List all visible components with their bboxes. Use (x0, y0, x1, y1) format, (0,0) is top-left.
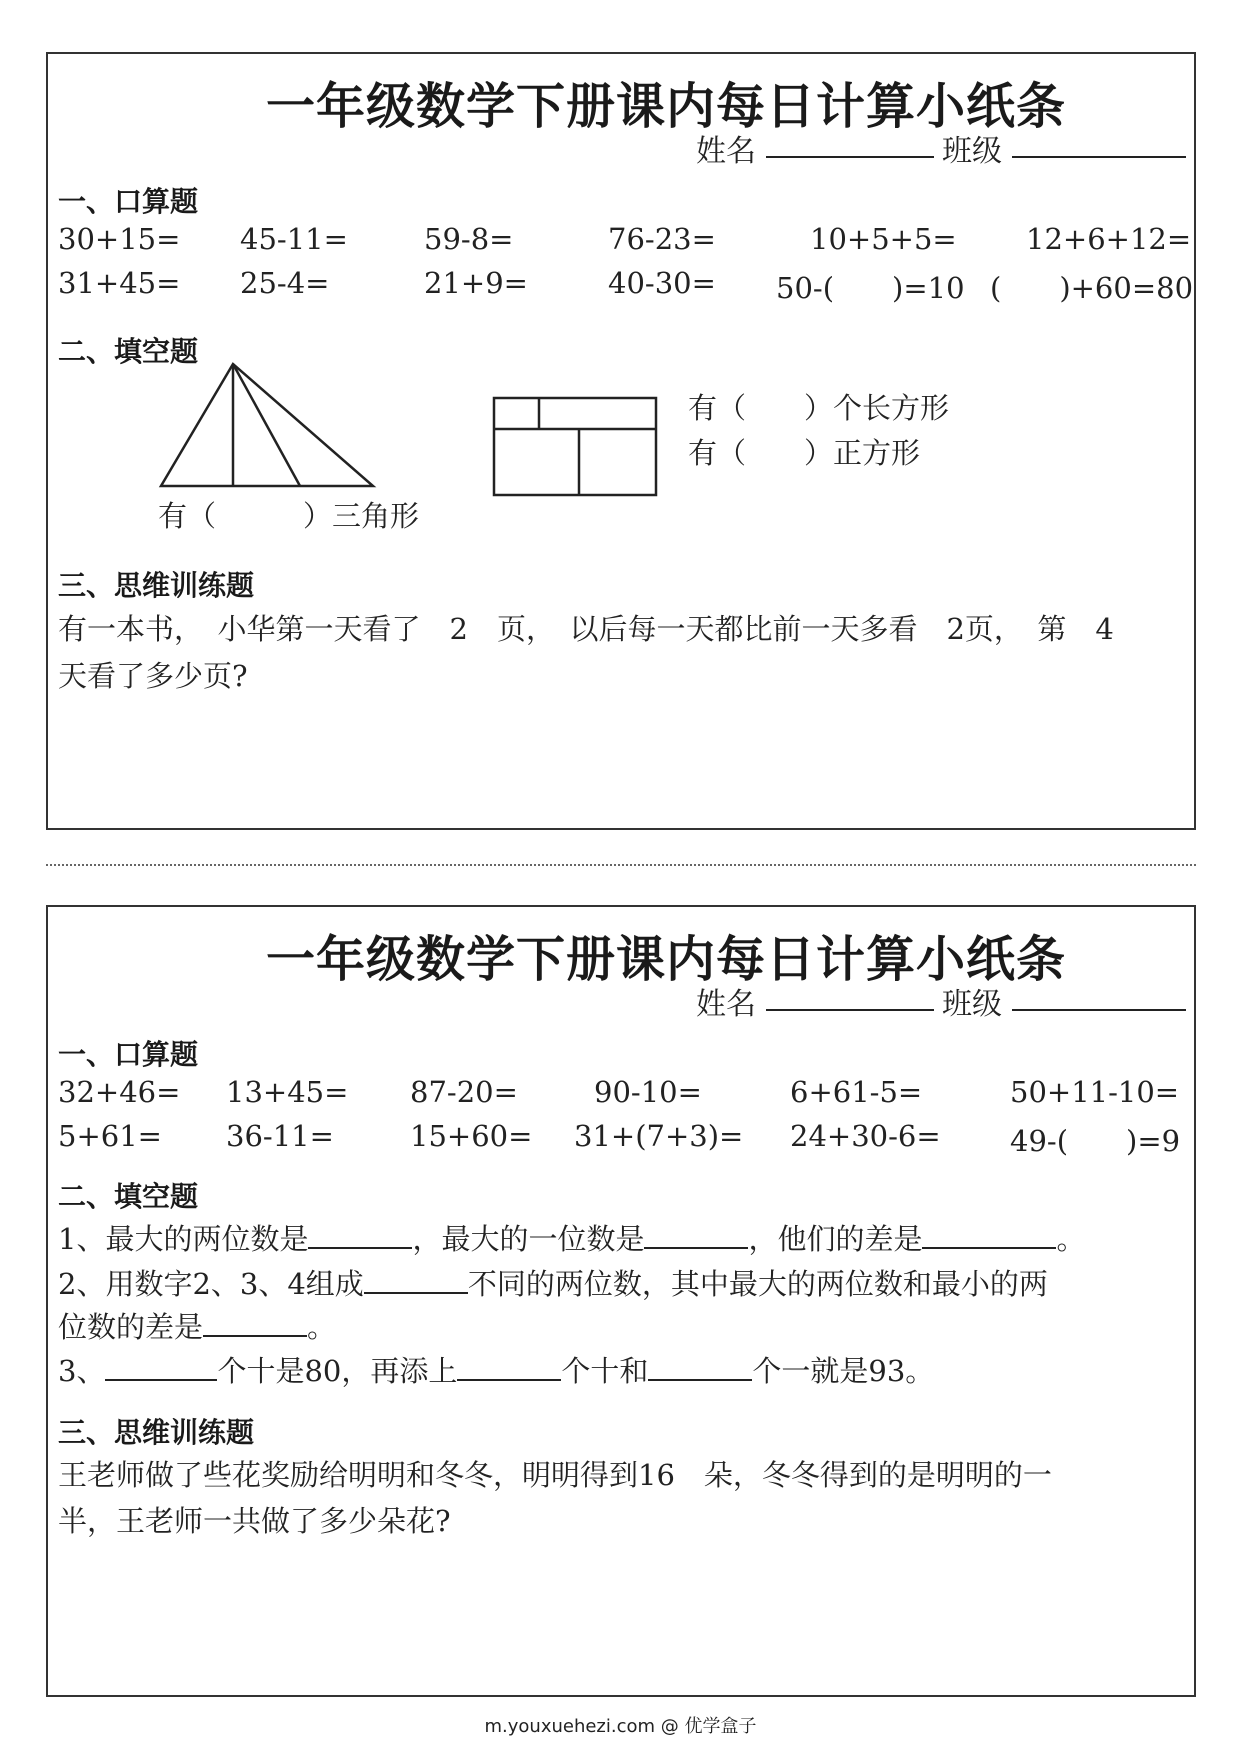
rectangles-figure (48, 54, 1198, 832)
cut-line (46, 864, 1196, 866)
equation: 31+45= (58, 266, 181, 300)
equation: 30+15= (58, 222, 181, 256)
class-label: 班级 (942, 134, 1002, 169)
question-text: 。 (307, 1310, 337, 1344)
footer-watermark: m.youxuehezi.com @ 优学盒子 (484, 1716, 757, 1737)
equation: 12+6+12= (1026, 222, 1192, 256)
equation: 24+30-6= (790, 1119, 941, 1153)
word-problem-line: 王老师做了些花奖励给明明和冬冬，明明得到16 朵，冬冬得到的是明明的一 (58, 1458, 1052, 1492)
equation: 76-23= (608, 222, 716, 256)
question-text: 1、最大的两位数是 (58, 1222, 309, 1256)
equation: 49-( )=9 (1010, 1124, 1181, 1158)
equation: 90-10= (594, 1075, 702, 1109)
word-problem-line: 天看了多少页? (58, 659, 248, 693)
equation: 36-11= (226, 1119, 334, 1153)
equation: 25-4= (240, 266, 330, 300)
name-label: 姓名 (696, 134, 756, 169)
class-field[interactable] (1012, 1009, 1186, 1011)
worksheet-1 (46, 52, 1196, 830)
question-text: 个一就是93。 (752, 1354, 935, 1388)
answer-blank[interactable] (644, 1219, 748, 1249)
outer-rectangle (494, 398, 656, 495)
question-text: 个十和 (561, 1354, 649, 1388)
answer-blank[interactable] (648, 1351, 752, 1381)
rectangle-question: 有（ ）个长方形 (688, 391, 950, 425)
class-label: 班级 (942, 987, 1002, 1022)
section-fill-blank-title: 二、填空题 (58, 335, 199, 368)
fill-question-2 (58, 1262, 1048, 1303)
name-label: 姓名 (696, 987, 756, 1022)
answer-blank[interactable] (203, 1307, 307, 1337)
worksheet-2 (46, 905, 1196, 1697)
question-text: 2、用数字2、3、4组成 (58, 1267, 364, 1301)
word-problem-line: 半，王老师一共做了多少朵花? (58, 1504, 451, 1538)
question-text: 3、 (58, 1354, 106, 1388)
section-fill-blank-title: 二、填空题 (58, 1180, 199, 1213)
equation: 15+60= (410, 1119, 533, 1153)
worksheet-title: 一年级数学下册课内每日计算小纸条 (266, 931, 1067, 988)
equation: 45-11= (240, 222, 348, 256)
section-mental-math-title: 一、口算题 (58, 1038, 199, 1071)
equation: 10+5+5= (810, 222, 957, 256)
equation: 5+61= (58, 1119, 162, 1153)
fill-question-1 (58, 1217, 1086, 1258)
answer-blank[interactable] (457, 1351, 561, 1381)
section-thinking-title: 三、思维训练题 (58, 1416, 255, 1449)
fill-question-2-cont (58, 1305, 336, 1346)
equation: 50+11-10= (1010, 1075, 1180, 1109)
question-text: 。 (1056, 1222, 1086, 1256)
question-text: 个十是80，再添上 (217, 1354, 458, 1388)
word-problem-line: 有一本书， 小华第一天看了 2 页， 以后每一天都比前一天多看 2页， 第 4 (58, 612, 1114, 646)
triangle-question: 有（ ）三角形 (158, 499, 420, 533)
question-text: 位数的差是 (58, 1310, 204, 1344)
equation: 50-( )=10 (776, 271, 965, 305)
worksheet-title: 一年级数学下册课内每日计算小纸条 (266, 78, 1067, 135)
equation: 32+46= (58, 1075, 181, 1109)
answer-blank[interactable] (308, 1219, 412, 1249)
answer-blank[interactable] (105, 1351, 217, 1381)
section-thinking-title: 三、思维训练题 (58, 569, 255, 602)
section-mental-math-title: 一、口算题 (58, 185, 199, 218)
equation: 40-30= (608, 266, 716, 300)
answer-blank[interactable] (364, 1264, 468, 1294)
equation: 59-8= (424, 222, 514, 256)
equation: 31+(7+3)= (574, 1119, 744, 1153)
equation: 87-20= (410, 1075, 518, 1109)
answer-blank[interactable] (922, 1219, 1056, 1249)
question-text: ，他们的差是 (748, 1222, 923, 1256)
question-text: 不同的两位数，其中最大的两位数和最小的两 (467, 1267, 1048, 1301)
question-text: ，最大的一位数是 (412, 1222, 645, 1256)
equation: 13+45= (226, 1075, 349, 1109)
equation: ( )+60=80 (990, 271, 1194, 305)
square-question: 有（ ）正方形 (688, 436, 921, 470)
name-field[interactable] (766, 1009, 934, 1011)
equation: 6+61-5= (790, 1075, 923, 1109)
fill-question-3 (58, 1349, 934, 1390)
equation: 21+9= (424, 266, 528, 300)
